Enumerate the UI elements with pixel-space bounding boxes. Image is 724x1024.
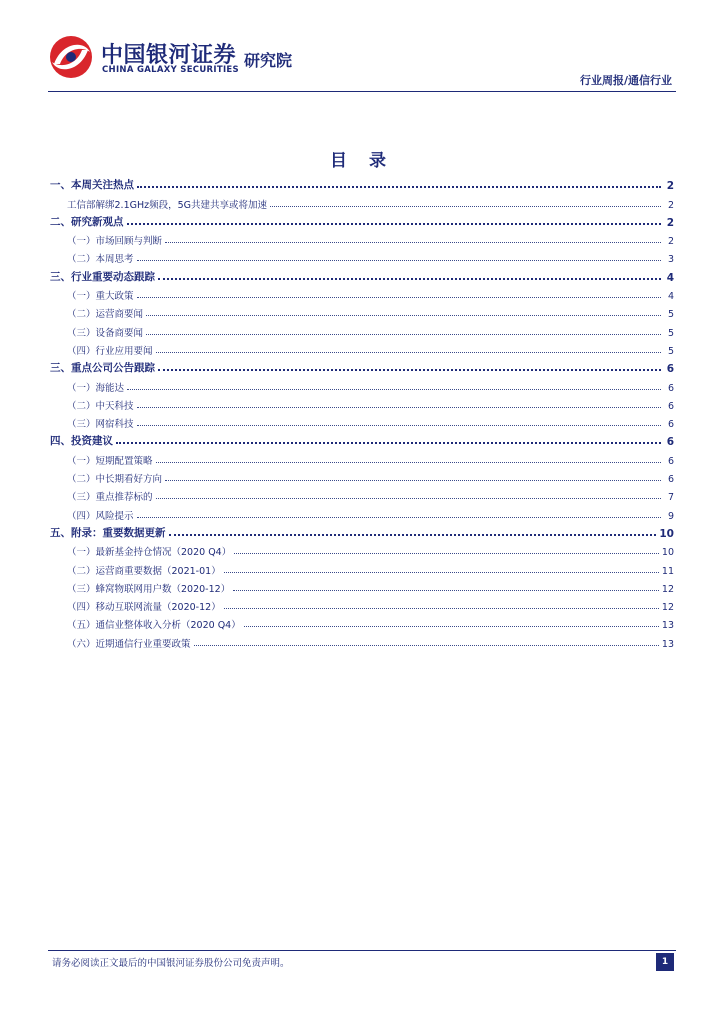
toc-subsection-entry[interactable] <box>50 448 674 466</box>
toc-leader-dots <box>194 645 659 646</box>
toc-entry-label: （一）短期配置策略 <box>67 455 153 467</box>
toc-subsection-entry[interactable] <box>50 540 674 558</box>
toc-entry-label: （二）运营商重要数据（2021-01） <box>67 565 221 577</box>
company-name-cn: 中国银河证券 <box>101 43 237 68</box>
toc-entry-page: 7 <box>667 492 674 504</box>
toc-entry-label: 一、本周关注热点 <box>50 179 134 192</box>
toc-entry-page: 6 <box>667 382 674 394</box>
toc-leader-dots <box>156 498 661 499</box>
toc-leader-dots <box>137 260 661 261</box>
page-header <box>48 34 676 92</box>
toc-subsection-entry[interactable] <box>50 375 674 393</box>
toc-entry-page: 9 <box>667 510 674 522</box>
toc-subsection-entry[interactable] <box>50 467 674 485</box>
galaxy-logo-icon <box>48 34 94 80</box>
toc-subsection-entry[interactable] <box>50 485 674 503</box>
toc-leader-dots <box>146 315 661 316</box>
toc-section-entry[interactable] <box>50 430 674 448</box>
header-divider <box>48 91 676 92</box>
toc-entry-label: 五、附录：重要数据更新 <box>50 526 166 539</box>
toc-section-entry[interactable] <box>50 265 674 283</box>
toc-leader-dots <box>270 206 661 207</box>
toc-entry-page: 13 <box>661 638 674 650</box>
toc-entry-label: 二、研究新观点 <box>50 215 124 228</box>
report-type: 行业周报/通信行业 <box>579 74 672 87</box>
institute-label: 研究院 <box>244 51 293 70</box>
toc-subsection-entry[interactable] <box>50 284 674 302</box>
toc-subsection-entry[interactable] <box>50 595 674 613</box>
toc-title: 目 录 <box>330 151 394 171</box>
toc-leader-dots <box>244 626 659 627</box>
toc-entry-label: （六）近期通信行业重要政策 <box>67 638 191 650</box>
toc-entry-label: （一）市场回顾与判断 <box>67 236 163 248</box>
toc-entry-label: （一）最新基金持仓情况（2020 Q4） <box>67 547 232 559</box>
toc-entry-label: 工信部解绑2.1GHz频段，5G共建共享或将加速 <box>67 199 268 211</box>
toc-leader-dots <box>137 407 661 408</box>
toc-subsection-entry[interactable] <box>50 412 674 430</box>
toc-entry-page: 2 <box>667 199 674 211</box>
toc-leader-dots <box>169 534 657 536</box>
toc-section-entry[interactable] <box>50 211 674 229</box>
toc-leader-dots <box>127 223 662 225</box>
toc-subsection-entry[interactable] <box>50 613 674 631</box>
toc-entry-label: （二）运营商要闻 <box>67 309 144 321</box>
toc-entry-page: 2 <box>666 216 674 229</box>
footer-disclaimer: 请务必阅读正文最后的中国银河证券股份公司免责声明。 <box>52 958 290 969</box>
toc-entry-page: 6 <box>667 400 674 412</box>
toc-entry-page: 11 <box>661 565 674 577</box>
table-of-contents <box>50 174 674 650</box>
toc-leader-dots <box>137 425 661 426</box>
toc-subsection-entry[interactable] <box>50 558 674 576</box>
toc-leader-dots <box>165 242 661 243</box>
toc-entry-page: 12 <box>661 583 674 595</box>
toc-subsection-entry[interactable] <box>50 302 674 320</box>
toc-entry-label: （四）行业应用要闻 <box>67 345 153 357</box>
toc-leader-dots <box>137 186 661 188</box>
toc-leader-dots <box>127 389 661 390</box>
toc-entry-page: 5 <box>667 327 674 339</box>
toc-leader-dots <box>165 480 661 481</box>
toc-entry-page: 10 <box>661 547 674 559</box>
toc-subsection-entry[interactable] <box>50 339 674 357</box>
toc-leader-dots <box>158 278 661 280</box>
toc-entry-label: （二）中长期看好方向 <box>67 474 163 486</box>
toc-entry-page: 6 <box>666 436 674 449</box>
toc-entry-label: 三、重点公司公告跟踪 <box>50 362 155 375</box>
toc-entry-page: 5 <box>667 309 674 321</box>
toc-entry-page: 13 <box>661 620 674 632</box>
toc-leader-dots <box>146 334 661 335</box>
toc-entry-page: 2 <box>667 236 674 248</box>
toc-entry-label: （四）移动互联网流量（2020-12） <box>67 602 221 614</box>
toc-section-entry[interactable] <box>50 522 674 540</box>
toc-subsection-entry[interactable] <box>50 192 674 210</box>
toc-entry-page: 6 <box>667 474 674 486</box>
company-name-en: CHINA GALAXY SECURITIES <box>102 65 239 75</box>
toc-section-entry[interactable] <box>50 357 674 375</box>
toc-entry-label: （二）本周思考 <box>67 254 134 266</box>
toc-subsection-entry[interactable] <box>50 320 674 338</box>
toc-leader-dots <box>137 517 661 518</box>
toc-entry-label: （三）重点推荐标的 <box>67 492 153 504</box>
toc-entry-label: （四）风险提示 <box>67 510 134 522</box>
toc-entry-label: （一）重大政策 <box>67 291 134 303</box>
toc-entry-label: （二）中天科技 <box>67 400 134 412</box>
footer-divider <box>48 950 676 951</box>
toc-leader-dots <box>158 369 661 371</box>
toc-subsection-entry[interactable] <box>50 631 674 649</box>
toc-entry-page: 12 <box>661 602 674 614</box>
toc-subsection-entry[interactable] <box>50 247 674 265</box>
toc-entry-page: 2 <box>666 180 674 193</box>
toc-leader-dots <box>234 553 659 554</box>
toc-leader-dots <box>156 352 661 353</box>
toc-subsection-entry[interactable] <box>50 229 674 247</box>
toc-entry-page: 6 <box>667 419 674 431</box>
toc-subsection-entry[interactable] <box>50 394 674 412</box>
toc-leader-dots <box>224 608 659 609</box>
toc-entry-label: （三）设备商要闻 <box>67 327 144 339</box>
toc-leader-dots <box>116 442 661 444</box>
toc-section-entry[interactable] <box>50 174 674 192</box>
page-number: 1 <box>656 953 674 971</box>
toc-entry-page: 3 <box>667 254 674 266</box>
toc-leader-dots <box>233 590 659 591</box>
toc-entry-label: （三）蜂窝物联网用户数（2020-12） <box>67 583 231 595</box>
toc-entry-page: 5 <box>667 345 674 357</box>
toc-leader-dots <box>137 297 661 298</box>
toc-entry-label: 三、行业重要动态跟踪 <box>50 270 155 283</box>
toc-entry-page: 6 <box>666 363 674 376</box>
toc-entry-label: 四、投资建议 <box>50 435 113 448</box>
toc-leader-dots <box>156 462 661 463</box>
toc-entry-label: （一）海能达 <box>67 382 125 394</box>
toc-entry-page: 10 <box>659 527 674 540</box>
toc-entry-page: 4 <box>667 291 674 303</box>
toc-leader-dots <box>224 572 659 573</box>
toc-entry-page: 6 <box>667 455 674 467</box>
toc-entry-label: （三）网宿科技 <box>67 419 134 431</box>
toc-entry-label: （五）通信业整体收入分析（2020 Q4） <box>67 620 241 632</box>
toc-entry-page: 4 <box>666 271 674 284</box>
toc-subsection-entry[interactable] <box>50 503 674 521</box>
toc-subsection-entry[interactable] <box>50 577 674 595</box>
